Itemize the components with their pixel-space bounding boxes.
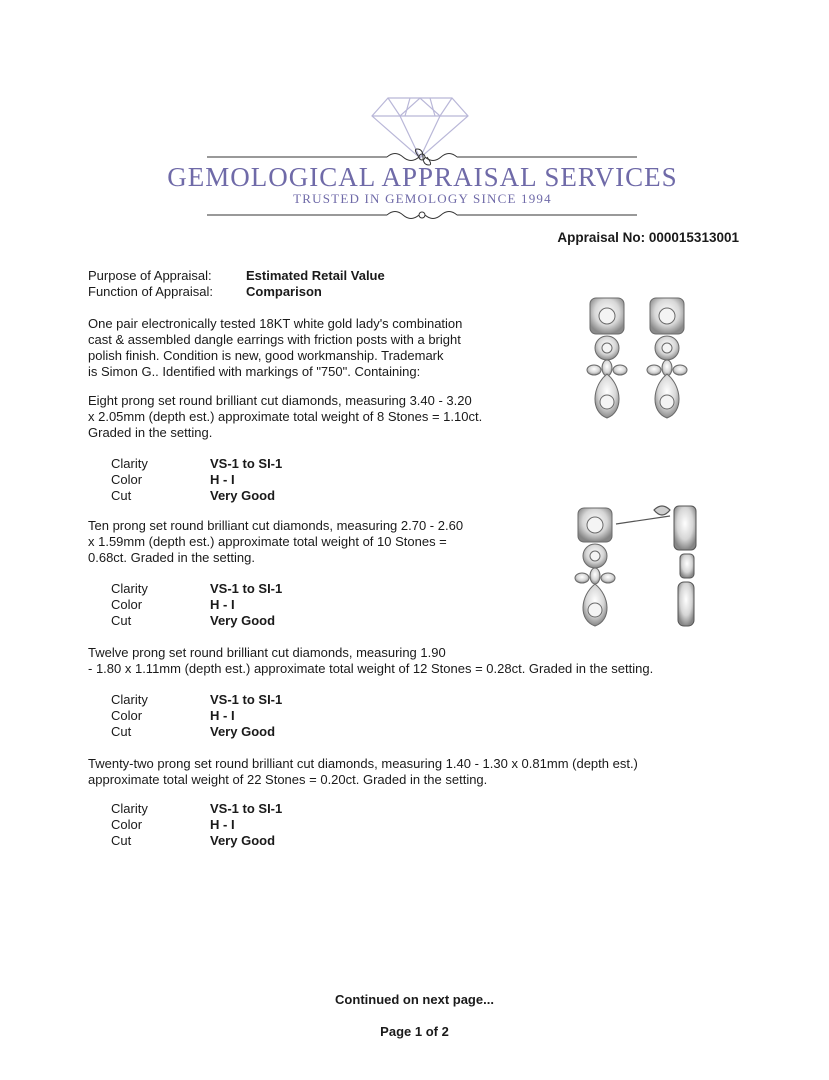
clarity-label: Clarity [111, 456, 148, 471]
brand-tagline: TRUSTED IN GEMOLOGY SINCE 1994 [293, 191, 552, 206]
description-line: polish finish. Condition is new, good workmanship. Trademark [88, 348, 444, 363]
clarity-label: Clarity [111, 801, 148, 816]
purpose-value: Estimated Retail Value [246, 268, 385, 283]
stone-line: 0.68ct. Graded in the setting. [88, 550, 255, 565]
appraisal-number: Appraisal No: 000015313001 [557, 230, 739, 245]
stone-group-1-grades [111, 456, 282, 504]
clarity-value: VS-1 to SI-1 [210, 801, 283, 816]
function-label: Function of Appraisal: [88, 284, 214, 299]
earring-side-photo [570, 500, 710, 630]
purpose-row [88, 268, 385, 284]
purpose-label: Purpose of Appraisal: [88, 268, 212, 283]
cut-label: Cut [111, 724, 132, 739]
stone-group-2-text [88, 518, 463, 566]
color-label: Color [111, 472, 143, 487]
earring-front-photo [578, 294, 710, 424]
stone-line: approximate total weight of 22 Stones = 0.20ct. Graded in the setting. [88, 772, 488, 787]
cut-value: Very Good [210, 488, 276, 503]
stone-group-3-text [88, 645, 653, 677]
stone-group-3-grades [111, 692, 282, 740]
clarity-label: Clarity [111, 581, 148, 596]
stone-group-4-grades [111, 801, 282, 849]
continued-note: Continued on next page... [335, 992, 494, 1007]
clarity-value: VS-1 to SI-1 [210, 692, 283, 707]
stone-line: Eight prong set round brilliant cut diamonds, measuring 3.40 - 3.20 [88, 393, 472, 408]
stone-line: Graded in the setting. [88, 425, 213, 440]
function-value: Comparison [246, 284, 322, 299]
stone-line: Twelve prong set round brilliant cut diamonds, measuring 1.90 [88, 645, 446, 660]
stone-group-1-text [88, 393, 482, 441]
function-row [88, 284, 322, 300]
cut-value: Very Good [210, 613, 276, 628]
cut-value: Very Good [210, 724, 276, 739]
clarity-value: VS-1 to SI-1 [210, 456, 283, 471]
stone-line: Ten prong set round brilliant cut diamonds, measuring 2.70 - 2.60 [88, 518, 464, 533]
description-line: cast & assembled dangle earrings with friction posts with a bright [88, 332, 461, 347]
stone-line: x 1.59mm (depth est.) approximate total weight of 10 Stones = [88, 534, 447, 549]
color-value: H - I [210, 597, 235, 612]
color-label: Color [111, 817, 143, 832]
cut-label: Cut [111, 488, 132, 503]
color-value: H - I [210, 708, 235, 723]
clarity-label: Clarity [111, 692, 148, 707]
description-paragraph [88, 316, 462, 380]
color-value: H - I [210, 817, 235, 832]
stone-line: - 1.80 x 1.11mm (depth est.) approximate total weight of 12 Stones = 0.28ct. Graded in the setting. [88, 661, 654, 676]
scroll-ornament-icon [207, 206, 637, 224]
description-line: One pair electronically tested 18KT white gold lady's combination [88, 316, 463, 331]
cut-label: Cut [111, 613, 132, 628]
color-label: Color [111, 708, 143, 723]
color-label: Color [111, 597, 143, 612]
stone-group-4-text [88, 756, 638, 788]
brand-name: GEMOLOGICAL APPRAISAL SERVICES [167, 162, 678, 192]
stone-group-2-grades [111, 581, 282, 629]
clarity-value: VS-1 to SI-1 [210, 581, 283, 596]
stone-line: x 2.05mm (depth est.) approximate total weight of 8 Stones = 1.10ct. [88, 409, 483, 424]
cut-value: Very Good [210, 833, 276, 848]
color-value: H - I [210, 472, 235, 487]
description-line: is Simon G.. Identified with markings of "750". Containing: [88, 364, 421, 379]
stone-line: Twenty-two prong set round brilliant cut diamonds, measuring 1.40 - 1.30 x 0.81mm (depth est.) [88, 756, 638, 771]
cut-label: Cut [111, 833, 132, 848]
page-number: Page 1 of 2 [380, 1024, 449, 1039]
